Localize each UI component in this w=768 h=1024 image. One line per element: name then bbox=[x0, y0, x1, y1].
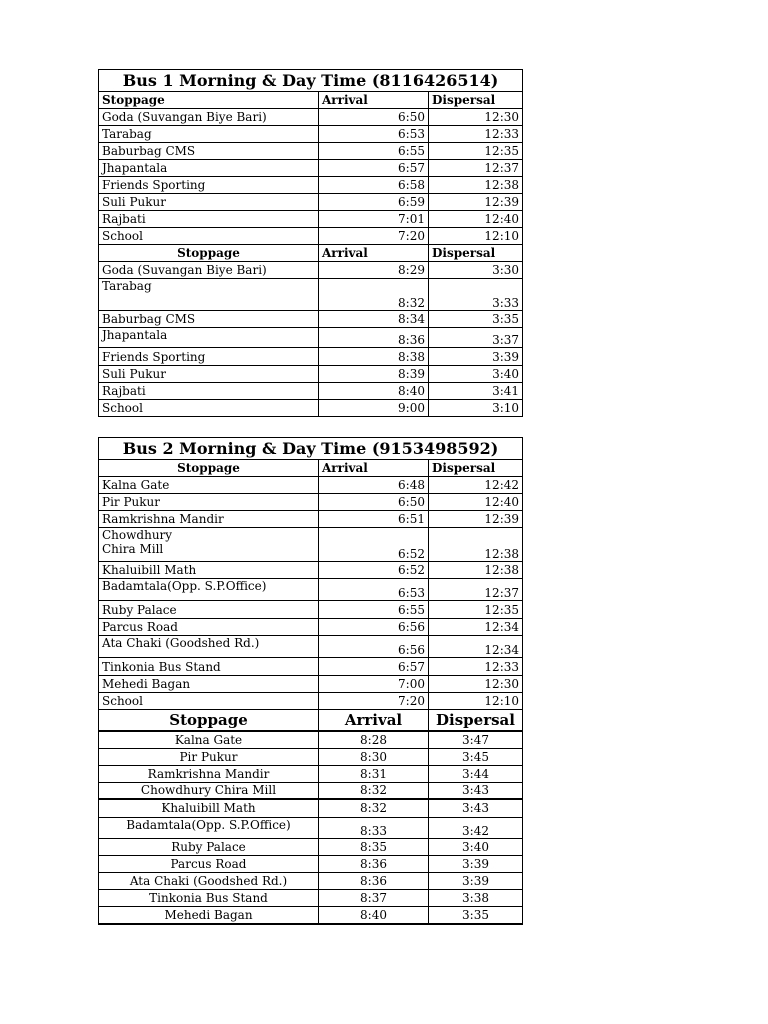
dispersal-time: 12:10 bbox=[429, 693, 523, 710]
bus1-schedule-table bbox=[98, 69, 523, 417]
dispersal-time: 3:33 bbox=[429, 279, 523, 311]
arrival-time: 6:51 bbox=[319, 511, 429, 528]
table-row bbox=[99, 494, 523, 511]
bus2-morning-header-row bbox=[99, 460, 523, 477]
arrival-time: 6:50 bbox=[319, 109, 429, 126]
dispersal-time: 12:42 bbox=[429, 477, 523, 494]
table-row bbox=[99, 855, 523, 872]
bus2-title: Bus 2 Morning & Day Time (9153498592) bbox=[99, 438, 523, 460]
stop-name: Ruby Palace bbox=[99, 601, 319, 619]
arrival-time: 6:59 bbox=[319, 194, 429, 211]
arrival-time: 7:20 bbox=[319, 693, 429, 710]
arrival-time: 6:53 bbox=[319, 579, 429, 601]
arrival-time: 8:32 bbox=[319, 279, 429, 311]
table-row bbox=[99, 211, 523, 228]
table-row bbox=[99, 528, 523, 562]
stop-name: Jhapantala bbox=[99, 328, 319, 348]
arrival-time: 8:40 bbox=[319, 906, 429, 924]
arrival-header: Arrival bbox=[319, 460, 429, 477]
table-row bbox=[99, 579, 523, 601]
table-row bbox=[99, 636, 523, 658]
dispersal-time: 12:30 bbox=[429, 676, 523, 693]
bus1-morning-header-row bbox=[99, 92, 523, 109]
table-row bbox=[99, 366, 523, 383]
arrival-time: 6:52 bbox=[319, 528, 429, 562]
stop-name: Tarabag bbox=[99, 279, 319, 311]
table-row bbox=[99, 511, 523, 528]
stop-name: School bbox=[99, 400, 319, 417]
arrival-header: Arrival bbox=[319, 245, 429, 262]
arrival-time: 8:29 bbox=[319, 262, 429, 279]
stoppage-header: Stoppage bbox=[99, 92, 319, 109]
dispersal-time: 12:33 bbox=[429, 658, 523, 676]
table-row bbox=[99, 601, 523, 619]
dispersal-time: 3:43 bbox=[429, 782, 523, 799]
arrival-time: 8:37 bbox=[319, 889, 429, 906]
arrival-time: 8:34 bbox=[319, 311, 429, 328]
dispersal-time: 3:40 bbox=[429, 838, 523, 855]
arrival-time: 7:01 bbox=[319, 211, 429, 228]
stop-name: Ata Chaki (Goodshed Rd.) bbox=[99, 872, 319, 889]
dispersal-header: Dispersal bbox=[429, 710, 523, 732]
stop-name: Baburbag CMS bbox=[99, 311, 319, 328]
dispersal-time: 12:34 bbox=[429, 636, 523, 658]
stop-name: Friends Sporting bbox=[99, 177, 319, 194]
table-row bbox=[99, 782, 523, 799]
table-row bbox=[99, 383, 523, 400]
arrival-time: 6:55 bbox=[319, 143, 429, 160]
dispersal-time: 3:39 bbox=[429, 872, 523, 889]
stop-name: Pir Pukur bbox=[99, 494, 319, 511]
arrival-time: 8:35 bbox=[319, 838, 429, 855]
stoppage-header: Stoppage bbox=[99, 245, 319, 262]
bus1-day-header-row bbox=[99, 245, 523, 262]
dispersal-time: 12:35 bbox=[429, 143, 523, 160]
table-row bbox=[99, 731, 523, 748]
dispersal-time: 12:40 bbox=[429, 494, 523, 511]
stop-name: Baburbag CMS bbox=[99, 143, 319, 160]
stop-name bbox=[99, 528, 319, 562]
stop-name: Parcus Road bbox=[99, 855, 319, 872]
table-row bbox=[99, 279, 523, 311]
dispersal-time: 3:39 bbox=[429, 855, 523, 872]
stop-name: Suli Pukur bbox=[99, 194, 319, 211]
table-row bbox=[99, 817, 523, 838]
arrival-time: 8:31 bbox=[319, 765, 429, 782]
table-row bbox=[99, 889, 523, 906]
arrival-time: 8:32 bbox=[319, 799, 429, 817]
table-row bbox=[99, 400, 523, 417]
dispersal-time: 12:38 bbox=[429, 562, 523, 579]
stop-name: Tinkonia Bus Stand bbox=[99, 658, 319, 676]
dispersal-header: Dispersal bbox=[429, 460, 523, 477]
arrival-time: 6:56 bbox=[319, 636, 429, 658]
bus2-day-header-row bbox=[99, 710, 523, 732]
dispersal-time: 3:41 bbox=[429, 383, 523, 400]
dispersal-time: 3:38 bbox=[429, 889, 523, 906]
stop-name: School bbox=[99, 228, 319, 245]
stop-name: Khaluibill Math bbox=[99, 562, 319, 579]
stop-name: Tarabag bbox=[99, 126, 319, 143]
table-row bbox=[99, 906, 523, 924]
table-row bbox=[99, 765, 523, 782]
table-row bbox=[99, 348, 523, 366]
table-row bbox=[99, 477, 523, 494]
table-row bbox=[99, 126, 523, 143]
stoppage-header: Stoppage bbox=[99, 710, 319, 732]
bus1-title-row bbox=[99, 70, 523, 92]
table-row bbox=[99, 658, 523, 676]
stoppage-header: Stoppage bbox=[99, 460, 319, 477]
stop-name: School bbox=[99, 693, 319, 710]
arrival-time: 6:56 bbox=[319, 619, 429, 636]
table-row bbox=[99, 311, 523, 328]
dispersal-header: Dispersal bbox=[429, 92, 523, 109]
dispersal-time: 12:30 bbox=[429, 109, 523, 126]
arrival-time: 8:39 bbox=[319, 366, 429, 383]
arrival-time: 7:20 bbox=[319, 228, 429, 245]
bus1-title: Bus 1 Morning & Day Time (8116426514) bbox=[99, 70, 523, 92]
stop-name: Ramkrishna Mandir bbox=[99, 511, 319, 528]
dispersal-time: 12:39 bbox=[429, 194, 523, 211]
arrival-time: 8:40 bbox=[319, 383, 429, 400]
arrival-time: 6:58 bbox=[319, 177, 429, 194]
dispersal-time: 3:47 bbox=[429, 731, 523, 748]
table-row bbox=[99, 676, 523, 693]
arrival-time: 8:36 bbox=[319, 855, 429, 872]
stop-name: Kalna Gate bbox=[99, 477, 319, 494]
stop-name: Ata Chaki (Goodshed Rd.) bbox=[99, 636, 319, 658]
dispersal-time: 3:10 bbox=[429, 400, 523, 417]
table-row bbox=[99, 838, 523, 855]
dispersal-time: 3:30 bbox=[429, 262, 523, 279]
arrival-time: 7:00 bbox=[319, 676, 429, 693]
dispersal-header: Dispersal bbox=[429, 245, 523, 262]
table-row bbox=[99, 693, 523, 710]
table-row bbox=[99, 872, 523, 889]
arrival-time: 6:53 bbox=[319, 126, 429, 143]
stop-name: Ruby Palace bbox=[99, 838, 319, 855]
dispersal-time: 12:33 bbox=[429, 126, 523, 143]
arrival-time: 8:28 bbox=[319, 731, 429, 748]
stop-name: Mehedi Bagan bbox=[99, 676, 319, 693]
stop-name: Goda (Suvangan Biye Bari) bbox=[99, 109, 319, 126]
dispersal-time: 3:40 bbox=[429, 366, 523, 383]
table-row bbox=[99, 262, 523, 279]
table-row bbox=[99, 109, 523, 126]
arrival-time: 6:48 bbox=[319, 477, 429, 494]
stop-name: Suli Pukur bbox=[99, 366, 319, 383]
stop-name: Parcus Road bbox=[99, 619, 319, 636]
dispersal-time: 3:44 bbox=[429, 765, 523, 782]
dispersal-time: 3:35 bbox=[429, 311, 523, 328]
arrival-time: 6:57 bbox=[319, 160, 429, 177]
dispersal-time: 3:43 bbox=[429, 799, 523, 817]
dispersal-time: 3:37 bbox=[429, 328, 523, 348]
arrival-time: 8:38 bbox=[319, 348, 429, 366]
dispersal-time: 12:10 bbox=[429, 228, 523, 245]
dispersal-time: 3:45 bbox=[429, 748, 523, 765]
arrival-time: 9:00 bbox=[319, 400, 429, 417]
arrival-time: 6:52 bbox=[319, 562, 429, 579]
stop-name: Jhapantala bbox=[99, 160, 319, 177]
stop-name: Pir Pukur bbox=[99, 748, 319, 765]
arrival-time: 8:30 bbox=[319, 748, 429, 765]
table-row bbox=[99, 143, 523, 160]
table-row bbox=[99, 799, 523, 817]
arrival-time: 8:33 bbox=[319, 817, 429, 838]
stop-name-line2: Chira Mill bbox=[102, 542, 164, 556]
stop-name: Rajbati bbox=[99, 383, 319, 400]
stop-name: Chowdhury Chira Mill bbox=[99, 782, 319, 799]
arrival-time: 8:36 bbox=[319, 872, 429, 889]
arrival-header: Arrival bbox=[319, 710, 429, 732]
stop-name: Khaluibill Math bbox=[99, 799, 319, 817]
stop-name: Kalna Gate bbox=[99, 731, 319, 748]
table-row bbox=[99, 228, 523, 245]
stop-name: Rajbati bbox=[99, 211, 319, 228]
dispersal-time: 12:39 bbox=[429, 511, 523, 528]
dispersal-time: 12:40 bbox=[429, 211, 523, 228]
stop-name: Mehedi Bagan bbox=[99, 906, 319, 924]
table-row bbox=[99, 160, 523, 177]
dispersal-time: 3:39 bbox=[429, 348, 523, 366]
stop-name: Tinkonia Bus Stand bbox=[99, 889, 319, 906]
arrival-header: Arrival bbox=[319, 92, 429, 109]
stop-name: Goda (Suvangan Biye Bari) bbox=[99, 262, 319, 279]
dispersal-time: 3:42 bbox=[429, 817, 523, 838]
stop-name: Badamtala(Opp. S.P.Office) bbox=[99, 579, 319, 601]
dispersal-time: 12:34 bbox=[429, 619, 523, 636]
dispersal-time: 12:38 bbox=[429, 177, 523, 194]
dispersal-time: 3:35 bbox=[429, 906, 523, 924]
table-row bbox=[99, 194, 523, 211]
table-row bbox=[99, 748, 523, 765]
table-row bbox=[99, 562, 523, 579]
arrival-time: 6:57 bbox=[319, 658, 429, 676]
arrival-time: 6:50 bbox=[319, 494, 429, 511]
table-row bbox=[99, 177, 523, 194]
stop-name: Ramkrishna Mandir bbox=[99, 765, 319, 782]
table-row bbox=[99, 619, 523, 636]
dispersal-time: 12:35 bbox=[429, 601, 523, 619]
arrival-time: 6:55 bbox=[319, 601, 429, 619]
dispersal-time: 12:37 bbox=[429, 579, 523, 601]
bus2-schedule-table bbox=[98, 437, 523, 925]
arrival-time: 8:36 bbox=[319, 328, 429, 348]
stop-name-line1: Chowdhury bbox=[102, 528, 173, 542]
table-row bbox=[99, 328, 523, 348]
stop-name: Friends Sporting bbox=[99, 348, 319, 366]
arrival-time: 8:32 bbox=[319, 782, 429, 799]
bus2-title-row bbox=[99, 438, 523, 460]
dispersal-time: 12:38 bbox=[429, 528, 523, 562]
dispersal-time: 12:37 bbox=[429, 160, 523, 177]
stop-name: Badamtala(Opp. S.P.Office) bbox=[99, 817, 319, 838]
